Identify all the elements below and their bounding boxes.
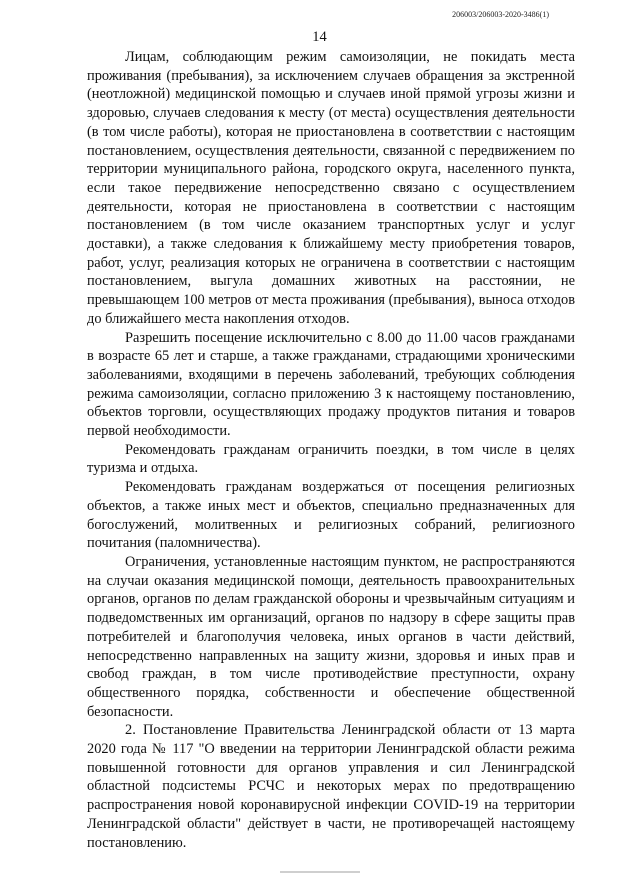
paragraph-religious-objects: Рекомендовать гражданам воздержаться от посещения религиозных объектов, а также иных мест и объектов, специально предназначенных для богослужений, молитвенных и религиозных собраний, религиозного почитания (паломничества). — [87, 479, 575, 552]
paragraph-government-decree: 2. Постановление Правительства Ленинградской области от 13 марта 2020 года № 117 "О введении на территории Ленинградской области режима повышенной готовности для органов управления и сил Ленинградской областной подсистемы РСЧС и некоторых мерах по предотвращению распространения новой коронавирусной инфекции COVID-19 на территории Ленинградской области" действует в части, не противоречащей настоящему постановлению. — [87, 722, 575, 851]
paragraph-self-isolation: Лицам, соблюдающим режим самоизоляции, не покидать места проживания (пребывания), за исключением случаев обращения за экстренной (неотложной) медицинской помощью и случаев иной прямой угрозы жизни и здоровью, случаев следования к месту (от места) осуществления деятельности (в том числе работы), которая не приостановлена в соответствии с настоящим постановлением, осуществления деятельности, связанной с передвижением по территории муниципального района, городского округа, населенного пункта, если такое передвижение непосредственно связано с осуществлением деятельности, которая не приостановлена в соответствии с настоящим постановлением (в том числе оказанием транспортных услуг и услуг доставки), а также следования к ближайшему месту приобретения товаров, работ, услуг, реализация которых не ограничена в соответствии с настоящим постановлением, выгула домашних животных на расстоянии, не превышающем 100 метров от места проживания (пребывания), выноса отходов до ближайшего места накопления отходов. — [87, 49, 576, 327]
page-bottom-divider — [280, 871, 360, 873]
paragraph-travel-recommendation: Рекомендовать гражданам ограничить поездки, в том числе в целях туризма и отдыха. — [87, 441, 575, 477]
page-number: 14 — [312, 29, 327, 45]
paragraph-elderly-shopping-hours: Разрешить посещение исключительно с 8.00 до 11.00 часов гражданами в возрасте 65 лет и старше, а также гражданами, страдающими хроническими заболеваниями, входящими в перечень заболеваний, требующих соблюдения режима самоизоляции, согласно приложению 3 к настоящему постановлению, объектов торговли, осуществляющих продажу продуктов питания и товаров первой необходимости. — [87, 329, 575, 440]
document-registration-code: 206003/206003-2020-3486(1) — [452, 10, 549, 19]
document-body — [87, 48, 575, 852]
paragraph-restriction-exceptions: Ограничения, установленные настоящим пунктом, не распространяются на случаи оказания медицинской помощи, деятельность правоохранительных органов, органов по делам гражданской обороны и чрезвычайным ситуациям и подведомственных им организаций, органов по надзору в сфере защиты прав потребителей и благополучия человека, иных органов в части действий, непосредственно направленных на защиту жизни, здоровья и иных прав и свобод граждан, в том числе противодействие преступности, охрану общественного порядка, собственности и обеспечение общественной безопасности. — [87, 553, 575, 720]
